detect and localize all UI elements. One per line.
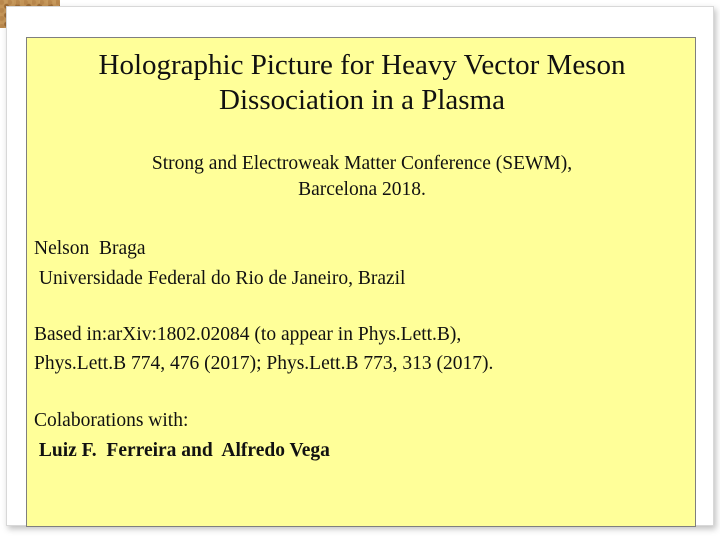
based-in-line-1: Based in:arXiv:1802.02084 (to appear in Phys.Lett.B), [34,324,462,345]
title-line-1: Holographic Picture for Heavy Vector Meson [98,49,626,81]
conference-info [27,151,697,203]
conference-line-2: Barcelona 2018. [298,179,426,200]
slide-panel [26,37,696,527]
based-in-line-2: Phys.Lett.B 774, 476 (2017); Phys.Lett.B 773, 313 (2017). [34,353,494,374]
slide-title [27,48,697,118]
title-line-2: Dissociation in a Plasma [219,84,505,116]
collaborators: Luiz F. Ferreira and Alfredo Vega [34,440,330,461]
conference-line-1: Strong and Electroweak Matter Conference (SEWM), [151,153,573,174]
author-affiliation: Universidade Federal do Rio de Janeiro, Brazil [34,268,406,289]
author-name: Nelson Braga [34,238,146,259]
collaborations-heading: Colaborations with: [34,410,189,431]
